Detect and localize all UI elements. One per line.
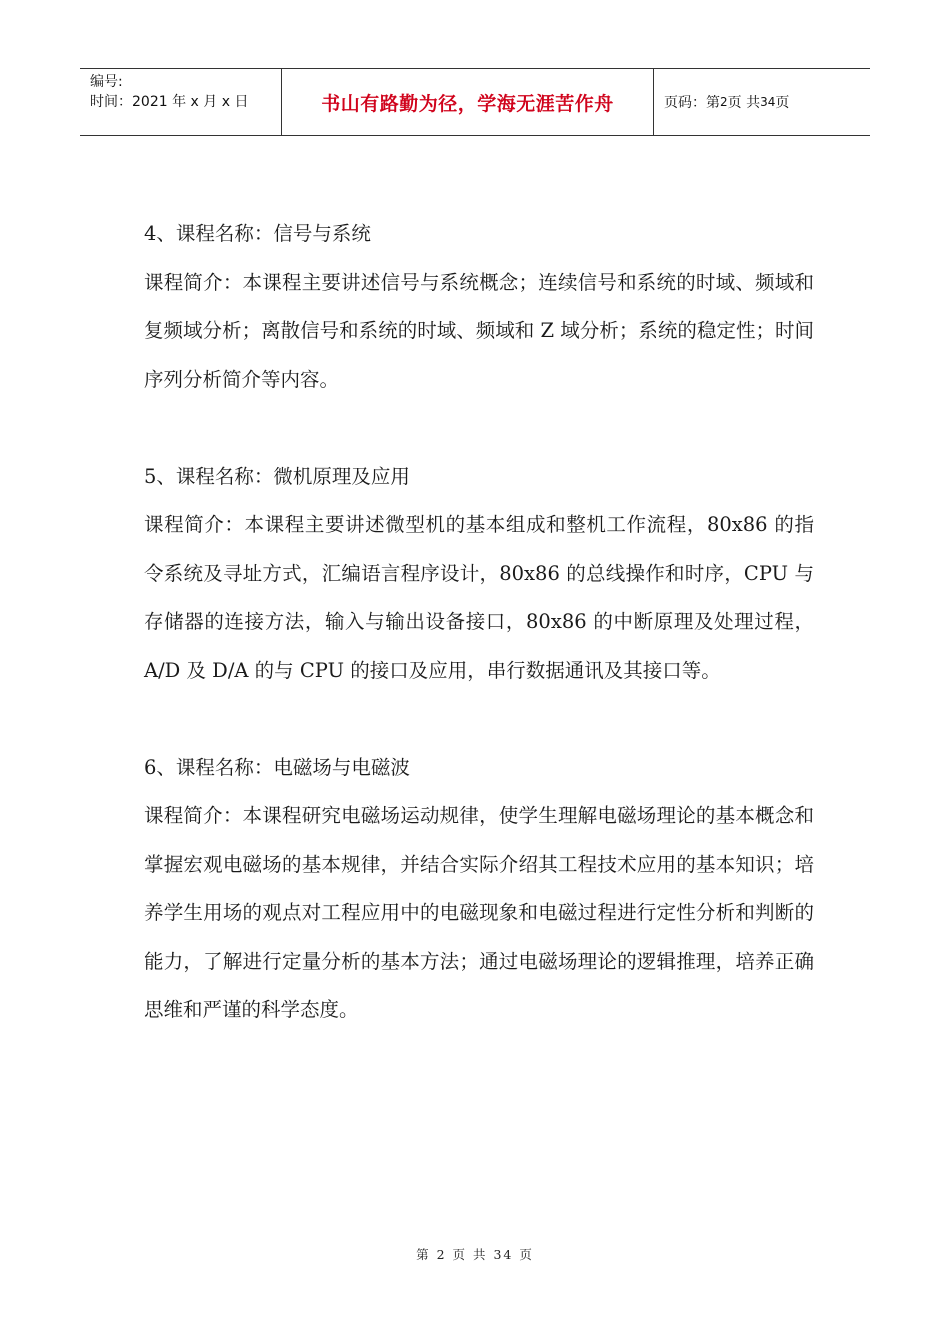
header-meta: [80, 69, 282, 135]
course-title: 6、课程名称：电磁场与电磁波: [144, 755, 410, 779]
page-prefix: 页码：第: [664, 95, 720, 111]
document-body: [144, 210, 814, 1083]
course-intro: 课程简介：本课程主要讲述微型机的基本组成和整机工作流程，80x86 的指令系统及寻址方式，汇编语言程序设计，80x86 的总线操作和时序，CPU 与存储器的连接方法，输入与输出设备接口，80x86 的中断原理及处理过程，A/D 及 D/A 的与 CPU 的接口及应用，串行数据通讯及其接口等。: [144, 513, 814, 682]
course-title: 5、课程名称：微机原理及应用: [144, 464, 410, 488]
page-current: 2: [720, 95, 728, 109]
page-header: [80, 68, 870, 136]
course-section: [144, 744, 814, 1035]
page-suffix: 页: [775, 95, 790, 111]
number-label: 编号:: [90, 74, 123, 90]
header-motto: 书山有路勤为径，学海无涯苦作舟: [282, 69, 654, 135]
header-page-number: [654, 69, 870, 135]
course-section: [144, 210, 814, 404]
page-total: 34: [760, 95, 776, 109]
page-mid: 页 共: [727, 95, 761, 111]
course-intro: 课程简介：本课程研究电磁场运动规律，使学生理解电磁场理论的基本概念和掌握宏观电磁场的基本规律，并结合实际介绍其工程技术应用的基本知识；培养学生用场的观点对工程应用中的电磁现象和电磁过程进行定性分析和判断的能力，了解进行定量分析的基本方法；通过电磁场理论的逻辑推理，培养正确思维和严谨的科学态度。: [144, 804, 814, 1021]
time-label: 时间：2021 年 x 月 x 日: [90, 94, 249, 110]
course-intro: 课程简介：本课程主要讲述信号与系统概念；连续信号和系统的时域、频域和复频域分析；离散信号和系统的时域、频域和 Z 域分析；系统的稳定性；时间序列分析简介等内容。: [144, 270, 814, 391]
page-footer: 第 2 页 共 34 页: [416, 1247, 534, 1262]
course-section: [144, 453, 814, 696]
course-title: 4、课程名称：信号与系统: [144, 222, 371, 245]
